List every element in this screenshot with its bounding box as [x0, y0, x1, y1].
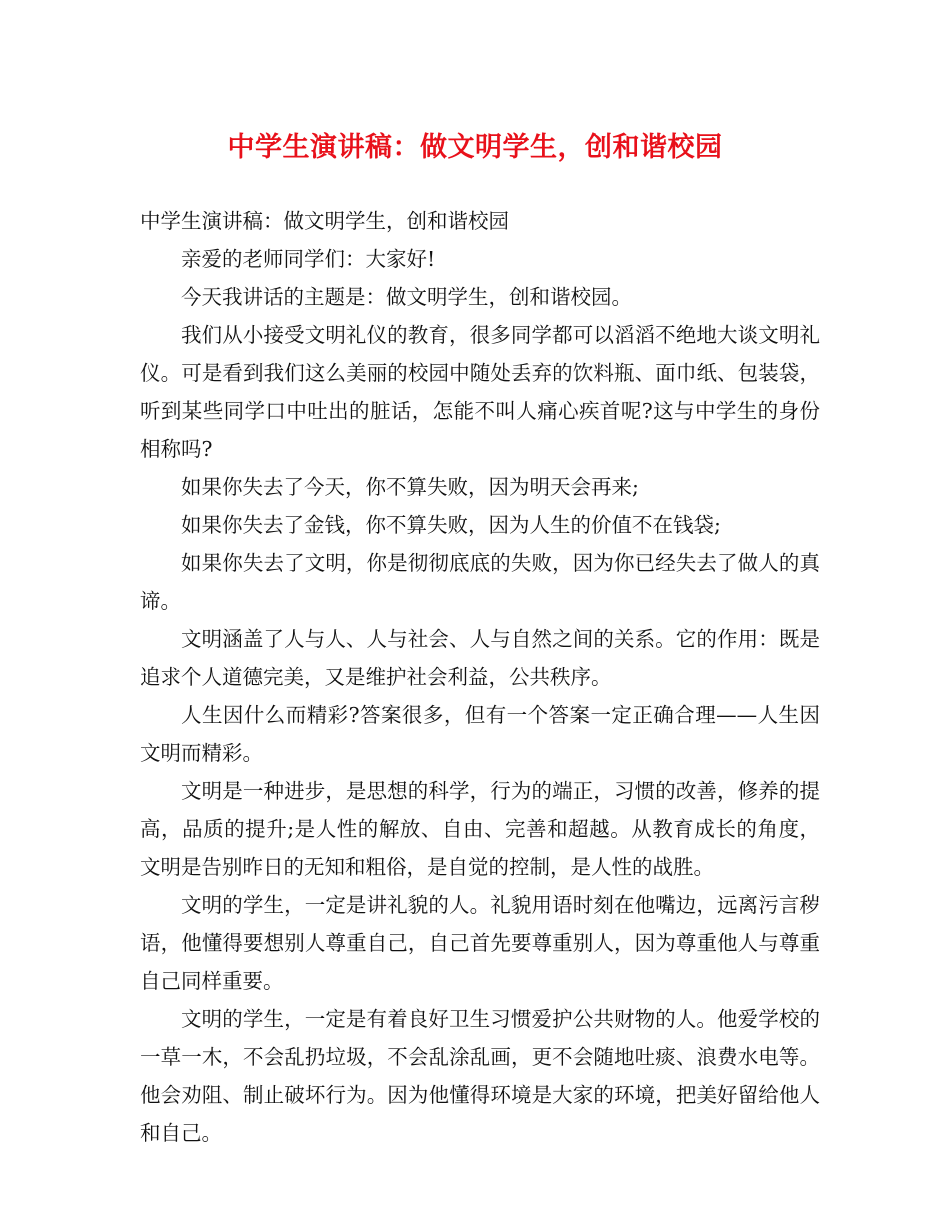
paragraph-subtitle: 中学生演讲稿：做文明学生，创和谐校园: [140, 209, 509, 233]
paragraph: 人生因什么而精彩?答案很多，但有一个答案一定正确合理——人生因文明而精彩。: [140, 703, 820, 765]
paragraph: 文明的学生，一定是有着良好卫生习惯爱护公共财物的人。他爱学校的一草一木，不会乱扔垃圾，不会乱涂乱画，更不会随地吐痰、浪费水电等。他会劝阻、制止破坏行为。因为他懂得环境是大家的环境，把美好留给他人和自己。: [140, 1007, 820, 1145]
document-body: [140, 202, 820, 1152]
paragraph-topic: 今天我讲话的主题是：做文明学生，创和谐校园。: [181, 285, 632, 309]
paragraph-greeting: 亲爱的老师同学们：大家好!: [181, 247, 436, 271]
paragraph: 如果你失去了文明，你是彻彻底底的失败，因为你已经失去了做人的真谛。: [140, 551, 820, 613]
paragraph: 文明的学生，一定是讲礼貌的人。礼貌用语时刻在他嘴边，远离污言秽语，他懂得要想别人尊重自己，自己首先要尊重别人，因为尊重他人与尊重自己同样重要。: [140, 893, 820, 993]
document-title: 中学生演讲稿：做文明学生，创和谐校园: [227, 132, 723, 163]
paragraph: 如果你失去了金钱，你不算失败，因为人生的价值不在钱袋;: [181, 513, 721, 537]
paragraph: 我们从小接受文明礼仪的教育，很多同学都可以滔滔不绝地大谈文明礼仪。可是看到我们这么美丽的校园中随处丢弃的饮料瓶、面巾纸、包装袋，听到某些同学口中吐出的脏话，怎能不叫人痛心疾首呢?这与中学生的身份相称吗?: [140, 323, 820, 461]
paragraph: 文明是一种进步，是思想的科学，行为的端正，习惯的改善，修养的提高，品质的提升;是人性的解放、自由、完善和超越。从教育成长的角度，文明是告别昨日的无知和粗俗，是自觉的控制，是人性的战胜。: [140, 779, 820, 879]
paragraph: 如果你失去了今天，你不算失败，因为明天会再来;: [181, 475, 639, 499]
paragraph: 文明涵盖了人与人、人与社会、人与自然之间的关系。它的作用：既是追求个人道德完美，又是维护社会利益，公共秩序。: [140, 627, 820, 689]
